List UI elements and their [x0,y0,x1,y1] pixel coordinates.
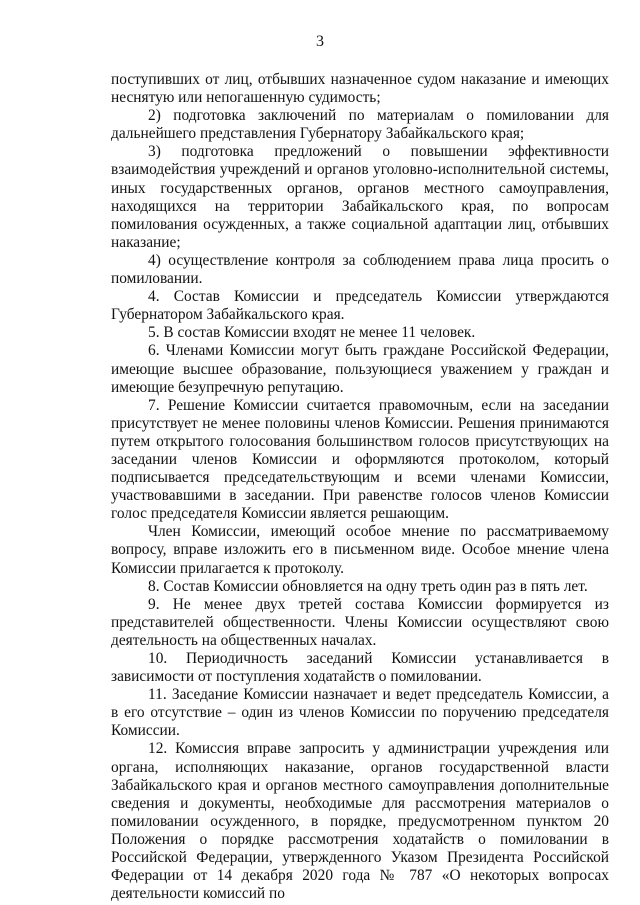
paragraph-item-4: 4) осуществление контроля за соблюдением права лица просить о помиловании. [111,251,609,288]
paragraph-dissent: Член Комиссии, имеющий особое мнение по рассматриваемому вопросу, вправе изложить его в письменном виде. Особое мнение члена Комиссии прилагается к протоколу. [111,523,609,577]
page-number: 3 [316,33,324,50]
paragraph-clause-9: 9. Не менее двух третей состава Комиссии формируется из представителей общественности. Члены Комиссии осуществляют свою деятельность на общественных началах. [111,595,609,649]
paragraph-item-2: 2) подготовка заключений по материалам о помиловании для дальнейшего представления Губернатору Забайкальского края; [111,107,609,143]
paragraph-continuation: поступивших от лиц, отбывших назначенное судом наказание и имеющих неснятую или непогашенную судимость; [111,71,609,107]
paragraph-clause-8: 8. Состав Комиссии обновляется на одну треть один раз в пять лет. [148,577,588,595]
paragraph-clause-5: 5. В состав Комиссии входят не менее 11 человек. [148,324,476,342]
paragraph-item-3: 3) подготовка предложений о повышении эффективности взаимодействия учреждений и органов уголовно-исполнительной системы, иных государственных органов, органов местного самоуправления, находящихся на территории Забайкальского края, по вопросам помилования осужденных, а также социальной адаптации лиц, отбывших наказание; [111,143,609,251]
paragraph-clause-7: 7. Решение Комиссии считается правомочным, если на заседании присутствует не менее половины членов Комиссии. Решения принимаются путем открытого голосования большинством голосов присутствующих на заседании членов Комиссии и оформляются протоколом, который подписывается председательствующим и всеми членами Комиссии, участвовавшими в заседании. При равенстве голосов членов Комиссии голос председателя Комиссии является решающим. [111,396,609,523]
paragraph-clause-12: 12. Комиссия вправе запросить у администрации учреждения или органа, исполняющих наказание, органов государственной власти Забайкальского края и органов местного самоуправления дополнительные сведения и документы, необходимые для рассмотрения материалов о помиловании осужденного, в порядке, предусмотренном пунктом 20 Положения о порядке рассмотрения ходатайств о помиловании в Российской Федерации, утвержденного Указом Президента Российской Федерации от 14 декабря 2020 года № 787 «О некоторых вопросах деятельности комиссий по [111,740,609,903]
paragraph-clause-11: 11. Заседание Комиссии назначает и ведет председатель Комиссии, а в его отсутствие – один из членов Комиссии по поручению председателя Комиссии. [111,686,609,740]
paragraph-clause-4: 4. Состав Комиссии и председатель Комиссии утверждаются Губернатором Забайкальского края. [111,288,609,324]
document-body [111,71,609,903]
paragraph-clause-10: 10. Периодичность заседаний Комиссии устанавливается в зависимости от поступления ходатайств о помиловании. [111,650,609,686]
paragraph-clause-6: 6. Членами Комиссии могут быть граждане Российской Федерации, имеющие высшее образование, пользующиеся уважением у граждан и имеющие безупречную репутацию. [111,342,609,396]
